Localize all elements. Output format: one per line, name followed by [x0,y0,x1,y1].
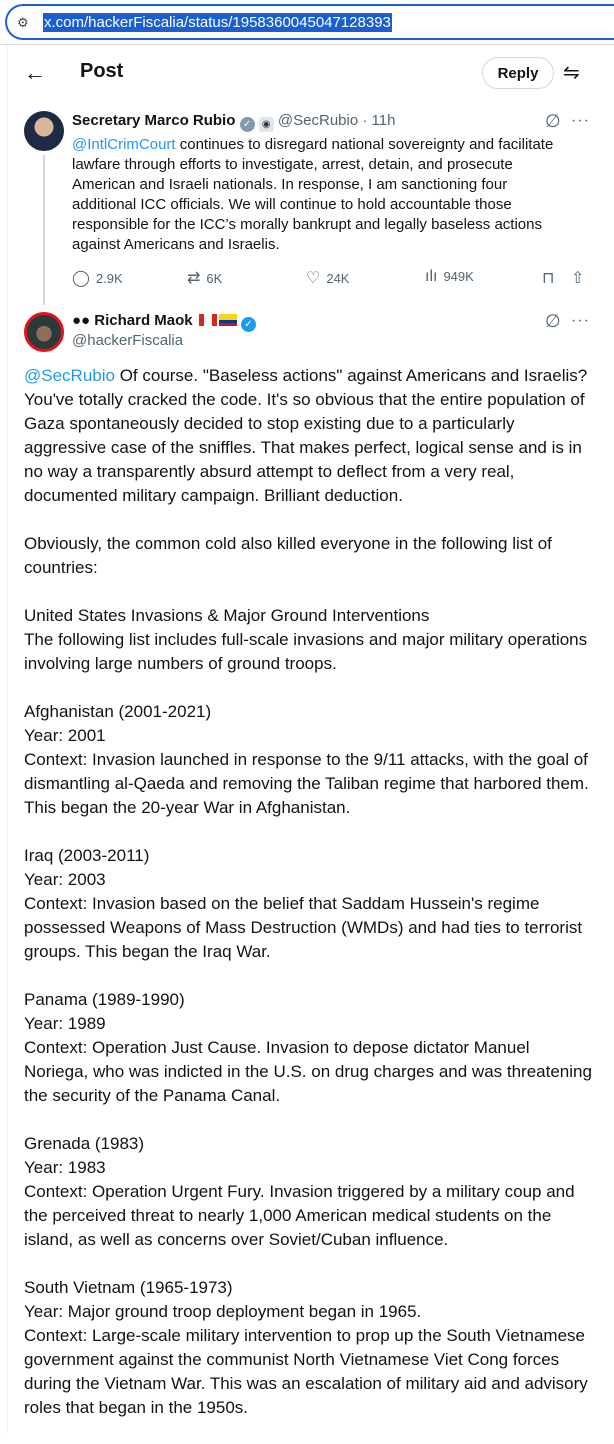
author-name[interactable]: Secretary Marco Rubio [72,112,236,129]
author-handle[interactable]: @hackerFiscalia [72,332,184,349]
repost-icon: ⇄ [187,270,201,287]
views-action[interactable]: ılı 949K [425,268,474,285]
heart-icon: ♡ [306,270,321,287]
mention-link[interactable]: @SecRubio [24,366,115,385]
url-text[interactable]: x.com/hackerFiscalia/status/1958360045047128393 [44,14,391,31]
post-time[interactable]: · 11h [362,112,396,129]
more-icon[interactable]: ··· [571,112,590,129]
paragraph: @SecRubio Of course. "Baseless actions" against Americans and Israelis? You've totally cracked the code. It's so obvious that the entire population of Gaza spontaneously decided to stop existing due to a particularly aggressive case of the sniffles. That makes perfect, logical sense and is in no way a transparently absurd attempt to deflect from a very real, documented military campaign. Brilliant deduction. [24,366,588,505]
site-settings-icon[interactable]: ⚙ [17,15,29,30]
more-icon[interactable]: ··· [571,312,590,329]
reply-action[interactable]: ◯ 2.9K [72,270,123,287]
address-bar[interactable] [5,4,614,40]
page-title: Post [80,60,124,82]
paragraph: Grenada (1983) Year: 1983 Context: Operation Urgent Fury. Invasion triggered by a military coup and the perceived threat to nearly 1,000 American medical students on the island, as well as concerns over Soviet/Cuban influence. [24,1134,575,1249]
state-seal-icon: ◉ [259,117,274,132]
paragraph: Afghanistan (2001-2021) Year: 2001 Context: Invasion launched in response to the 9/11 attacks, with the goal of dismantling al-Qaeda and removing the Taliban regime that harbored them. This began the 20-year War in Afghanistan. [24,702,589,817]
reply-button[interactable]: Reply [482,57,554,89]
author-handle[interactable]: @SecRubio [277,112,359,129]
canada-flag-icon [199,314,217,326]
paragraph: Obviously, the common cold also killed everyone in the following list of countries: [24,534,552,577]
paragraph: United States Invasions & Major Ground Interventions The following list includes full-scale invasions and major military operations involving large numbers of ground troops. [24,606,588,673]
repost-action[interactable]: ⇄ 6K [187,270,223,287]
author-name[interactable]: ●● Richard Maok [72,312,193,329]
paragraph: South Vietnam (1965-1973) Year: Major ground troop deployment began in 1965. Context: Large-scale military intervention to prop up the South Vietnamese government against the communist North Vietnamese Viet Cong forces during the Vietnam War. This was an escalation of military aid and advisory roles that began in the 1950s. [24,1278,588,1417]
post-text: @IntlCrimCourt continues to disregard national sovereignty and facilitate lawfare through efforts to investigate, arrest, detain, and prosecute American and Israeli nationals. In response, I am sanctioning four additional ICC officials. We will continue to hold accountable those responsible for the ICC’s morally bankrupt and legally baseless actions against Americans and Israelis. [72,136,554,253]
reply-text [24,364,596,1444]
back-arrow-icon[interactable]: ← [24,60,46,85]
avatar[interactable] [24,312,64,352]
like-action[interactable]: ♡ 24K [306,270,350,287]
paragraph: Panama (1989-1990) Year: 1989 Context: Operation Just Cause. Invasion to depose dictator Manuel Noriega, who was indicted in the U.S. on drug charges and was threatening the security of the Panama Canal. [24,990,592,1105]
bookmark-icon[interactable]: ⊓ [542,270,555,287]
grok-icon[interactable]: ∅ [545,111,561,131]
share-icon[interactable]: ⇧ [571,270,585,287]
colombia-flag-icon [219,314,237,326]
comment-icon: ◯ [72,270,90,287]
verified-gray-icon: ✓ [240,117,255,132]
mention-link[interactable]: @IntlCrimCourt [72,136,176,153]
grok-icon[interactable]: ∅ [545,311,561,331]
verified-blue-icon: ✓ [241,317,256,332]
paragraph: Iraq (2003-2011) Year: 2003 Context: Invasion based on the belief that Saddam Hussein's regime possessed Weapons of Mass Destruction (WMDs) and had ties to terrorist groups. This began the Iraq War. [24,846,583,961]
avatar[interactable] [24,111,64,151]
filter-settings-icon[interactable]: ⇋ [563,62,580,84]
analytics-icon: ılı [425,268,438,285]
thread-line [43,155,45,305]
